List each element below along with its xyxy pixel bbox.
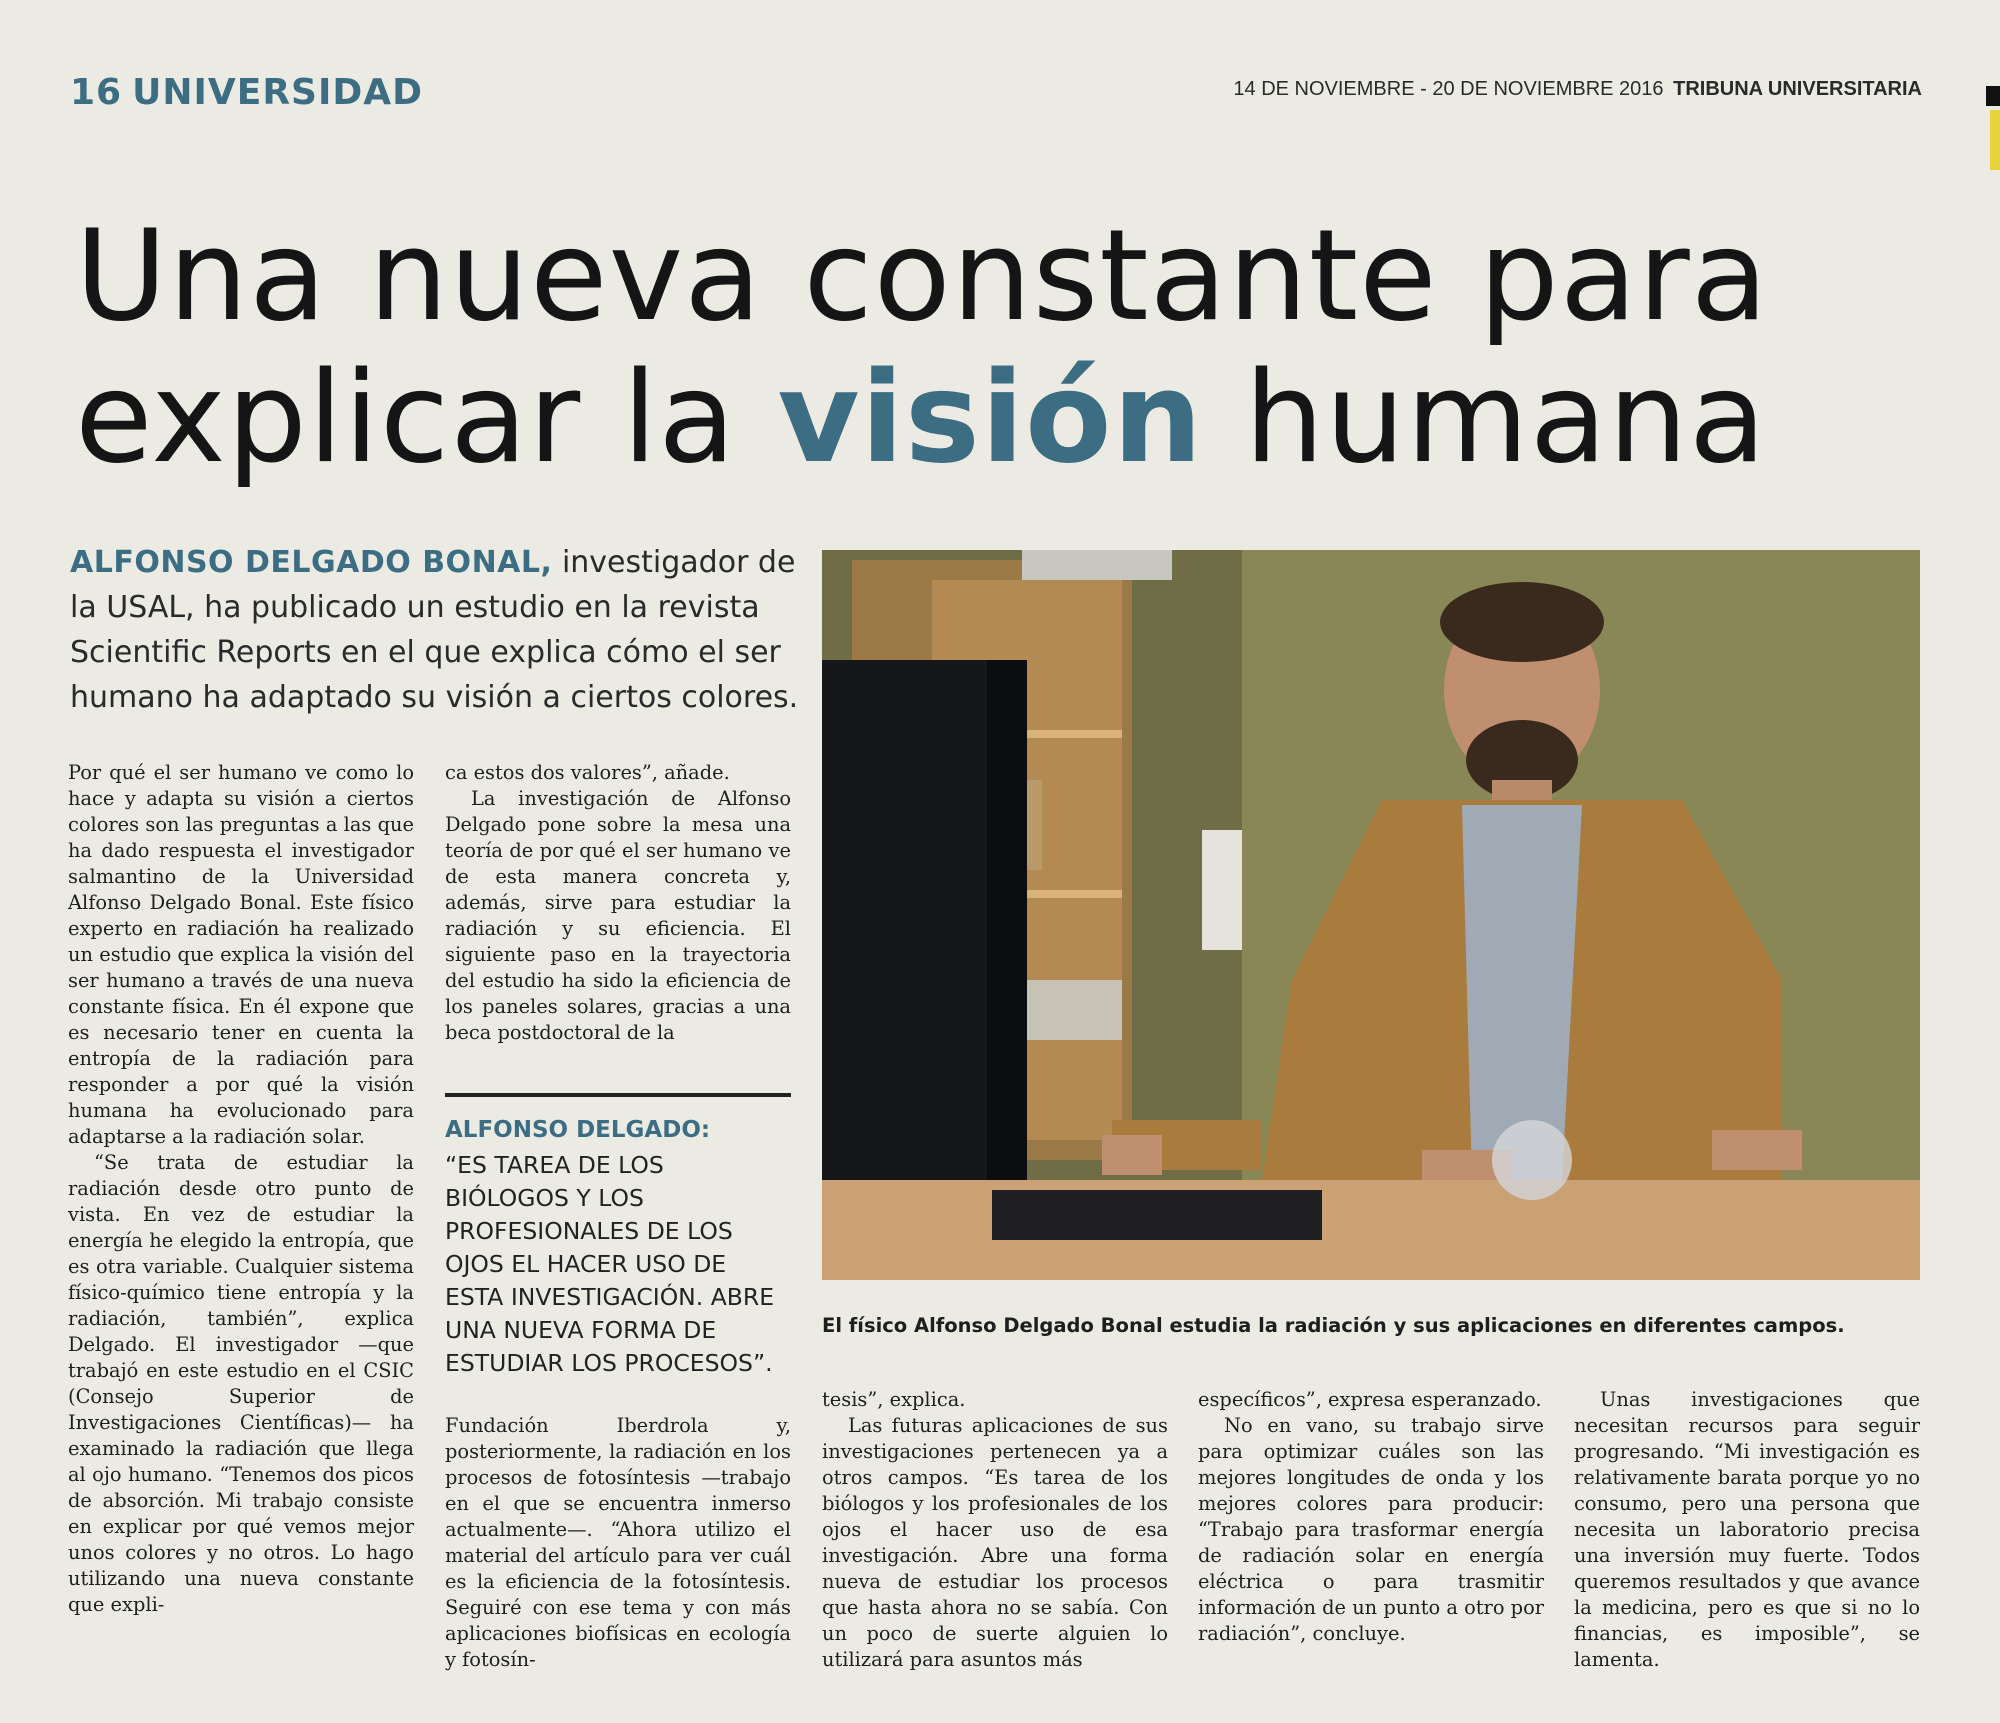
lead-paragraph: [70, 540, 800, 720]
photo-illustration: [822, 550, 1920, 1280]
headline-line-1: Una nueva constante para: [75, 202, 1769, 349]
article-photo: [822, 550, 1920, 1280]
body-paragraph: específicos”, expresa esperanzado.: [1198, 1388, 1542, 1411]
body-paragraph: Por qué el ser humano ve como lo hace y adapta su visión a ciertos colores son las preguntas a las que ha dado respuesta el investigador salmantino de la Universidad Alfonso Delgado Bonal. Este físico experto en radiación ha realizado un estudio que explica la visión del ser humano a través de una nueva constante física. En él expone que es necesario tener en cuenta la entropía de la radiación para responder a por qué la visión humana ha evolucionado para adaptarse a la radiación solar.: [68, 761, 414, 1148]
pull-quote: [445, 1093, 791, 1380]
page-number: 16: [70, 72, 123, 113]
lead-text: investigador de la USAL, ha publicado un estudio en la revista Scientific Reports en el que explica cómo el ser humano ha adaptado su visión a ciertos colores.: [70, 545, 799, 715]
edge-color-mark: [1990, 110, 2000, 170]
body-paragraph: “Se trata de estudiar la radiación desde otro punto de vista. En vez de estudiar la energía he elegido la entropía, que es otra variable. Cualquier sistema físico-químico tiene entropía y la radiación, también”, explica Delgado. El investigador —que trabajó en este estudio en el CSIC (Consejo Superior de Investigaciones Científicas)— ha examinado la radiación que llega al ojo humano. “Tenemos dos picos de absorción. Mi trabajo consiste en explicar por qué vemos mejor unos colores y no otros. Lo hago utilizando una nueva constante que expli-: [68, 1151, 414, 1616]
body-column-2-continued: [445, 1413, 791, 1673]
headline: [75, 202, 1955, 491]
body-paragraph: tesis”, explica.: [822, 1388, 966, 1411]
body-paragraph: La investigación de Alfonso Delgado pone sobre la mesa una teoría de por qué el ser humano ve de esta manera concreta y, además, sirve para estudiar la radiación y su eficiencia. El siguiente paso en la trayectoria del estudio ha sido la eficiencia de los paneles solares, gracias a una beca postdoctoral de la: [445, 787, 791, 1044]
body-paragraph: ca estos dos valores”, añade.: [445, 761, 730, 784]
pull-quote-author: ALFONSO DELGADO:: [445, 1117, 711, 1143]
body-column-2: [445, 760, 791, 1046]
pull-quote-rule: [445, 1093, 791, 1097]
body-column-1: [68, 760, 414, 1618]
masthead-line: [1233, 78, 1922, 101]
body-paragraph: Fundación Iberdrola y, posteriormente, la radiación en los procesos de fotosíntesis —trabajo en el que se encuentra inmerso actualmente—. “Ahora utilizo el material del artículo para ver cuál es la eficiencia de la fotosíntesis. Seguiré con ese tema y con más aplicaciones biofísicas en ecología y fotosín-: [445, 1414, 791, 1671]
body-column-5: [1574, 1387, 1920, 1673]
headline-line-2-pre: explicar la: [75, 344, 737, 491]
edge-crop-mark: [1986, 86, 2000, 106]
photo-caption: El físico Alfonso Delgado Bonal estudia la radiación y sus aplicaciones en diferentes campos.: [822, 1314, 1845, 1337]
body-column-4: [1198, 1387, 1544, 1647]
headline-highlight: visión: [777, 344, 1204, 491]
body-paragraph: Unas investigaciones que necesitan recursos para seguir progresando. “Mi investigación es relativamente barata porque yo no consumo, pero una persona que necesita un laboratorio precisa una inversión muy fuerte. Todos queremos resultados y que avance la medicina, pero es que si no lo financias, es imposible”, se lamenta.: [1574, 1388, 1920, 1671]
body-paragraph: No en vano, su trabajo sirve para optimizar cuáles son las mejores longitudes de onda y los mejores colores para producir: “Trabajo para trasformar energía de radiación solar en energía eléctrica o para trasmitir información de un punto a otro por radiación”, concluye.: [1198, 1414, 1545, 1645]
body-paragraph: Las futuras aplicaciones de sus investigaciones pertenecen ya a otros campos. “Es tarea de los biólogos y los profesionales de los ojos el hacer uso de esa investigación. Abre una forma nueva de estudiar los procesos que hasta ahora no se sabía. Con un poco de suerte alguien lo utilizará para asuntos más: [822, 1414, 1168, 1671]
section-name: UNIVERSIDAD: [132, 72, 423, 113]
pull-quote-text: “ES TAREA DE LOS BIÓLOGOS Y LOS PROFESIONALES DE LOS OJOS EL HACER USO DE ESTA INVESTIGACIÓN. ABRE UNA NUEVA FORMA DE ESTUDIAR LOS PROCESOS”.: [445, 1151, 775, 1377]
publication-name: TRIBUNA UNIVERSITARIA: [1673, 78, 1922, 100]
section-header: [70, 72, 423, 113]
headline-line-2-post: humana: [1244, 344, 1768, 491]
body-column-3: [822, 1387, 1168, 1673]
lead-name: ALFONSO DELGADO BONAL,: [70, 545, 553, 580]
issue-date: 14 DE NOVIEMBRE - 20 DE NOVIEMBRE 2016: [1233, 78, 1664, 100]
